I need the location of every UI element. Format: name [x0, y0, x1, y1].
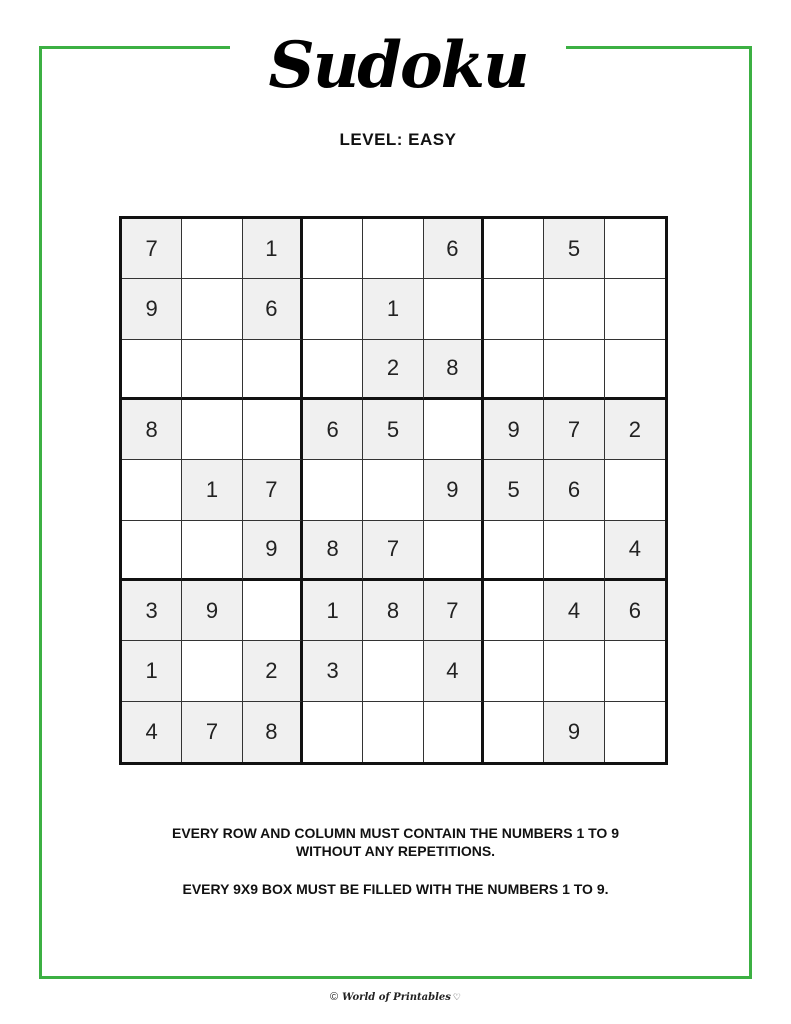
sudoku-cell-r7-c3[interactable]	[243, 581, 303, 641]
sudoku-cell-r2-c6[interactable]	[424, 279, 484, 339]
sudoku-cell-r7-c7[interactable]	[484, 581, 544, 641]
frame-top-right	[566, 46, 752, 49]
sudoku-cell-r5-c6: 9	[424, 460, 484, 520]
sudoku-cell-r8-c9[interactable]	[605, 641, 665, 701]
sudoku-cell-r3-c1[interactable]	[122, 340, 182, 400]
sudoku-cell-r5-c4[interactable]	[303, 460, 363, 520]
sudoku-cell-r9-c1: 4	[122, 702, 182, 762]
sudoku-board	[119, 216, 668, 765]
sudoku-cell-r2-c7[interactable]	[484, 279, 544, 339]
sudoku-cell-r5-c9[interactable]	[605, 460, 665, 520]
sudoku-cell-r7-c1: 3	[122, 581, 182, 641]
sudoku-cell-r3-c8[interactable]	[544, 340, 604, 400]
sudoku-cell-r6-c9: 4	[605, 521, 665, 581]
instructions	[150, 824, 641, 918]
sudoku-cell-r5-c8: 6	[544, 460, 604, 520]
sudoku-cell-r3-c2[interactable]	[182, 340, 242, 400]
sudoku-cell-r2-c9[interactable]	[605, 279, 665, 339]
sudoku-cell-r5-c3: 7	[243, 460, 303, 520]
sudoku-cell-r2-c8[interactable]	[544, 279, 604, 339]
sudoku-cell-r3-c9[interactable]	[605, 340, 665, 400]
footer-brand	[300, 988, 491, 1007]
sudoku-cell-r1-c8: 5	[544, 219, 604, 279]
sudoku-cell-r9-c7[interactable]	[484, 702, 544, 762]
frame-right	[749, 46, 752, 979]
sudoku-cell-r1-c5[interactable]	[363, 219, 423, 279]
sudoku-cell-r1-c7[interactable]	[484, 219, 544, 279]
sudoku-cell-r2-c2[interactable]	[182, 279, 242, 339]
sudoku-cell-r6-c5: 7	[363, 521, 423, 581]
sudoku-cell-r1-c6: 6	[424, 219, 484, 279]
sudoku-cell-r2-c1: 9	[122, 279, 182, 339]
sudoku-cell-r8-c4: 3	[303, 641, 363, 701]
sudoku-cell-r2-c5: 1	[363, 279, 423, 339]
sudoku-cell-r6-c7[interactable]	[484, 521, 544, 581]
sudoku-cell-r8-c3: 2	[243, 641, 303, 701]
brand-name: World of Printables	[342, 992, 451, 1003]
sudoku-cell-r8-c6: 4	[424, 641, 484, 701]
sudoku-cell-r4-c9: 2	[605, 400, 665, 460]
sudoku-cell-r6-c3: 9	[243, 521, 303, 581]
sudoku-cell-r3-c5: 2	[363, 340, 423, 400]
sudoku-cell-r4-c1: 8	[122, 400, 182, 460]
sudoku-cell-r5-c7: 5	[484, 460, 544, 520]
sudoku-cell-r6-c8[interactable]	[544, 521, 604, 581]
sudoku-cell-r5-c1[interactable]	[122, 460, 182, 520]
level-label: LEVEL: EASY	[339, 130, 457, 149]
sudoku-cell-r4-c5: 5	[363, 400, 423, 460]
sudoku-cell-r3-c7[interactable]	[484, 340, 544, 400]
sudoku-cell-r6-c4: 8	[303, 521, 363, 581]
sudoku-cell-r7-c2: 9	[182, 581, 242, 641]
sudoku-cell-r9-c4[interactable]	[303, 702, 363, 762]
sudoku-cell-r3-c6: 8	[424, 340, 484, 400]
frame-left	[39, 46, 42, 979]
sudoku-cell-r5-c2: 1	[182, 460, 242, 520]
sudoku-cell-r9-c2: 7	[182, 702, 242, 762]
sudoku-cell-r8-c2[interactable]	[182, 641, 242, 701]
sudoku-cell-r9-c5[interactable]	[363, 702, 423, 762]
sudoku-cell-r6-c1[interactable]	[122, 521, 182, 581]
copyright-icon: ©	[329, 991, 339, 1003]
sudoku-cell-r4-c2[interactable]	[182, 400, 242, 460]
frame-bottom	[39, 976, 752, 979]
sudoku-cell-r1-c3: 1	[243, 219, 303, 279]
rule-rows-columns: EVERY ROW AND COLUMN MUST CONTAIN THE NUMBERS 1 TO 9 WITHOUT ANY REPETITIONS.	[172, 825, 619, 859]
sudoku-cell-r1-c4[interactable]	[303, 219, 363, 279]
sudoku-cell-r9-c8: 9	[544, 702, 604, 762]
sudoku-cell-r6-c2[interactable]	[182, 521, 242, 581]
sudoku-cell-r9-c9[interactable]	[605, 702, 665, 762]
sudoku-cell-r4-c8: 7	[544, 400, 604, 460]
sudoku-cell-r1-c1: 7	[122, 219, 182, 279]
sudoku-cell-r4-c7: 9	[484, 400, 544, 460]
sudoku-cell-r7-c6: 7	[424, 581, 484, 641]
sudoku-cell-r8-c8[interactable]	[544, 641, 604, 701]
rule-boxes: EVERY 9X9 BOX MUST BE FILLED WITH THE NUMBERS 1 TO 9.	[182, 881, 609, 897]
sudoku-cell-r1-c9[interactable]	[605, 219, 665, 279]
sudoku-cell-r8-c1: 1	[122, 641, 182, 701]
sudoku-cell-r2-c4[interactable]	[303, 279, 363, 339]
sudoku-cell-r9-c3: 8	[243, 702, 303, 762]
sudoku-cell-r3-c4[interactable]	[303, 340, 363, 400]
sudoku-cell-r9-c6[interactable]	[424, 702, 484, 762]
sudoku-cell-r7-c9: 6	[605, 581, 665, 641]
sudoku-cell-r2-c3: 6	[243, 279, 303, 339]
sudoku-cell-r8-c5[interactable]	[363, 641, 423, 701]
sudoku-cell-r8-c7[interactable]	[484, 641, 544, 701]
sudoku-cell-r6-c6[interactable]	[424, 521, 484, 581]
page-title: Sudoku	[268, 28, 528, 103]
sudoku-cell-r4-c4: 6	[303, 400, 363, 460]
sudoku-cell-r4-c3[interactable]	[243, 400, 303, 460]
sudoku-cell-r5-c5[interactable]	[363, 460, 423, 520]
sudoku-cell-r7-c8: 4	[544, 581, 604, 641]
sudoku-cell-r1-c2[interactable]	[182, 219, 242, 279]
sudoku-cell-r4-c6[interactable]	[424, 400, 484, 460]
heart-icon: ♡	[452, 992, 461, 1002]
frame-top-left	[39, 46, 230, 49]
sudoku-cell-r7-c5: 8	[363, 581, 423, 641]
sudoku-cell-r7-c4: 1	[303, 581, 363, 641]
sudoku-cell-r3-c3[interactable]	[243, 340, 303, 400]
